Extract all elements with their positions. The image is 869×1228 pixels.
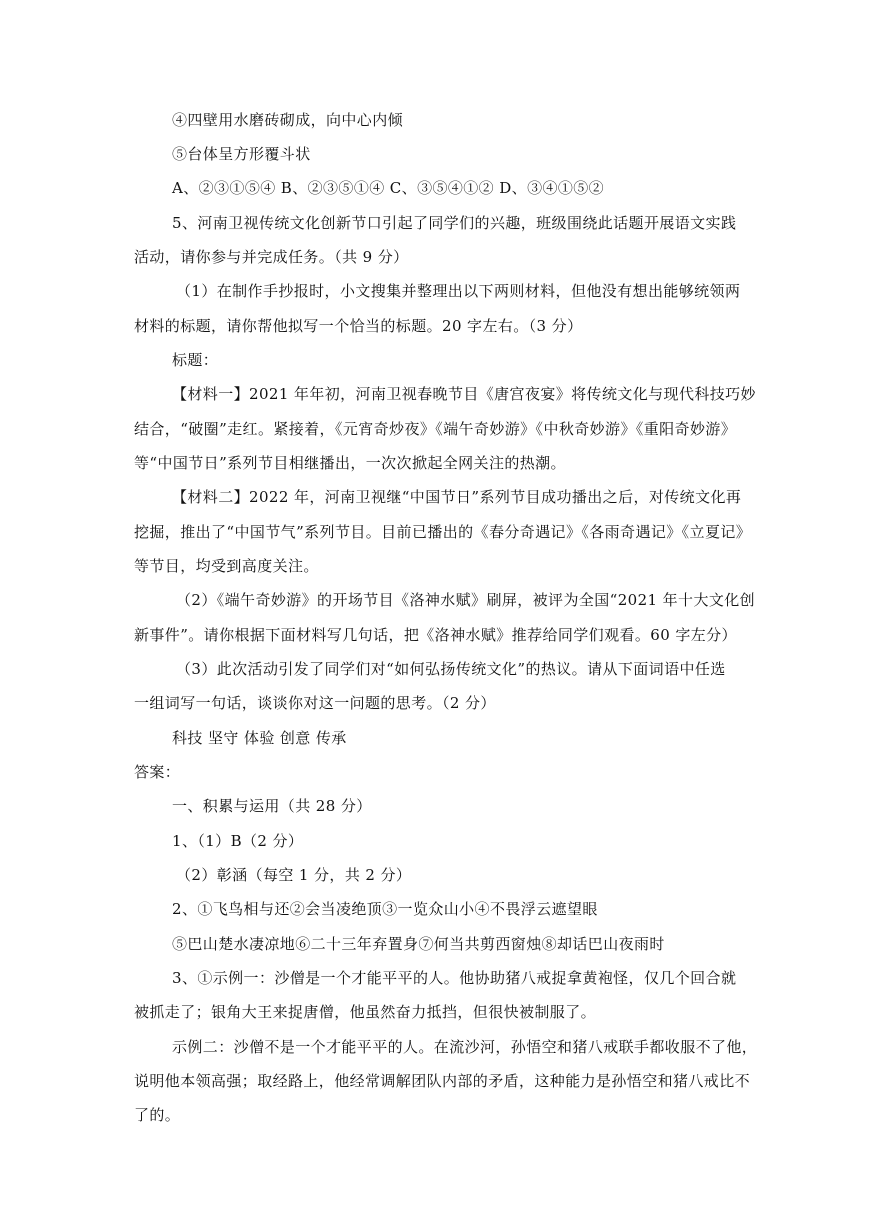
text-line: 挖掘，推出了“中国节气”系列节目。目前已播出的《春分奇遇记》《各雨奇遇记》《立夏记》 bbox=[134, 523, 752, 541]
text-line: 等“中国节日”系列节目相继播出，一次次掀起全网关注的热潮。 bbox=[134, 454, 566, 472]
text-line: 一组词写一句话，谈谈你对这一问题的思考。（2 分） bbox=[134, 694, 496, 712]
text-line: 【材料二】2022 年，河南卫视继“中国节日”系列节目成功播出之后，对传统文化再 bbox=[172, 488, 742, 506]
text-line: 说明他本领高强；取经路上，他经常调解团队内部的矛盾，这种能力是孙悟空和猪八戒比不 bbox=[134, 1072, 751, 1090]
text-line: 2、①飞鸟相与还②会当凌绝顶③一览众山小④不畏浮云遮望眼 bbox=[172, 900, 598, 918]
text-line: （2）彰涵（每空 1 分，共 2 分） bbox=[176, 866, 412, 884]
text-line: （1）在制作手抄报时，小文搜集并整理出以下两则材料，但他没有想出能够统领两 bbox=[176, 282, 741, 300]
text-line: ④四壁用水磨砖砌成，向中心内倾 bbox=[172, 111, 404, 129]
text-line: 结合，“破圈”走红。紧接着，《元宵奇炒夜》《端午奇妙游》《中秋奇妙游》《重阳奇妙游》 bbox=[134, 420, 737, 438]
text-line: 活动，请你参与并完成任务。（共 9 分） bbox=[134, 248, 409, 266]
text-line: 被抓走了；银角大王来捉唐僧，他虽然奋力抵挡，但很快被制服了。 bbox=[134, 1003, 597, 1021]
text-line: A、②③①⑤④ B、②③⑤①④ C、③⑤④①② D、③④①⑤② bbox=[172, 179, 605, 197]
text-line: 新事件”。请你根据下面材料写几句话，把《洛神水赋》推荐给同学们观看。60 字左分） bbox=[134, 626, 737, 644]
text-line: 示例二：沙僧不是一个才能平平的人。在流沙河，孙悟空和猪八戒联手都收服不了他， bbox=[172, 1038, 758, 1056]
text-line: 等节目，均受到高度关注。 bbox=[134, 557, 319, 575]
text-line: 标题： bbox=[172, 351, 219, 369]
text-line: 3、①示例一：沙僧是一个才能平平的人。他协助猪八戒捉拿黄袍怪，仅几个回合就 bbox=[172, 969, 737, 987]
text-line: 5、河南卫视传统文化创新节口引起了同学们的兴趣，班级围绕此话题开展语文实践 bbox=[172, 214, 737, 232]
text-line: ⑤台体呈方形覆斗状 bbox=[172, 145, 311, 163]
text-line: （3）此次活动引发了同学们对“如何弘扬传统文化”的热议。请从下面词语中任选 bbox=[176, 660, 726, 678]
text-line: 科技 坚守 体验 创意 传承 bbox=[172, 729, 347, 747]
text-line: 【材料一】2021 年年初，河南卫视春晚节目《唐宫夜宴》将传统文化与现代科技巧妙 bbox=[172, 385, 756, 403]
text-line: 1、（1）B（2 分） bbox=[172, 832, 304, 850]
text-line: 一、积累与运用（共 28 分） bbox=[172, 797, 372, 815]
text-line: ⑤巴山楚水凄凉地⑥二十三年弃置身⑦何当共剪西窗烛⑧却话巴山夜雨时 bbox=[172, 935, 665, 953]
answer-heading: 答案： bbox=[134, 763, 181, 781]
text-line: （2）《端午奇妙游》的开场节目《洛神水赋》刷屏，被评为全国“2021 年十大文化创 bbox=[176, 591, 756, 609]
text-line: 了的。 bbox=[134, 1106, 181, 1124]
text-line: 材料的标题，请你帮他拟写一个恰当的标题。20 字左右。（3 分） bbox=[134, 317, 583, 335]
